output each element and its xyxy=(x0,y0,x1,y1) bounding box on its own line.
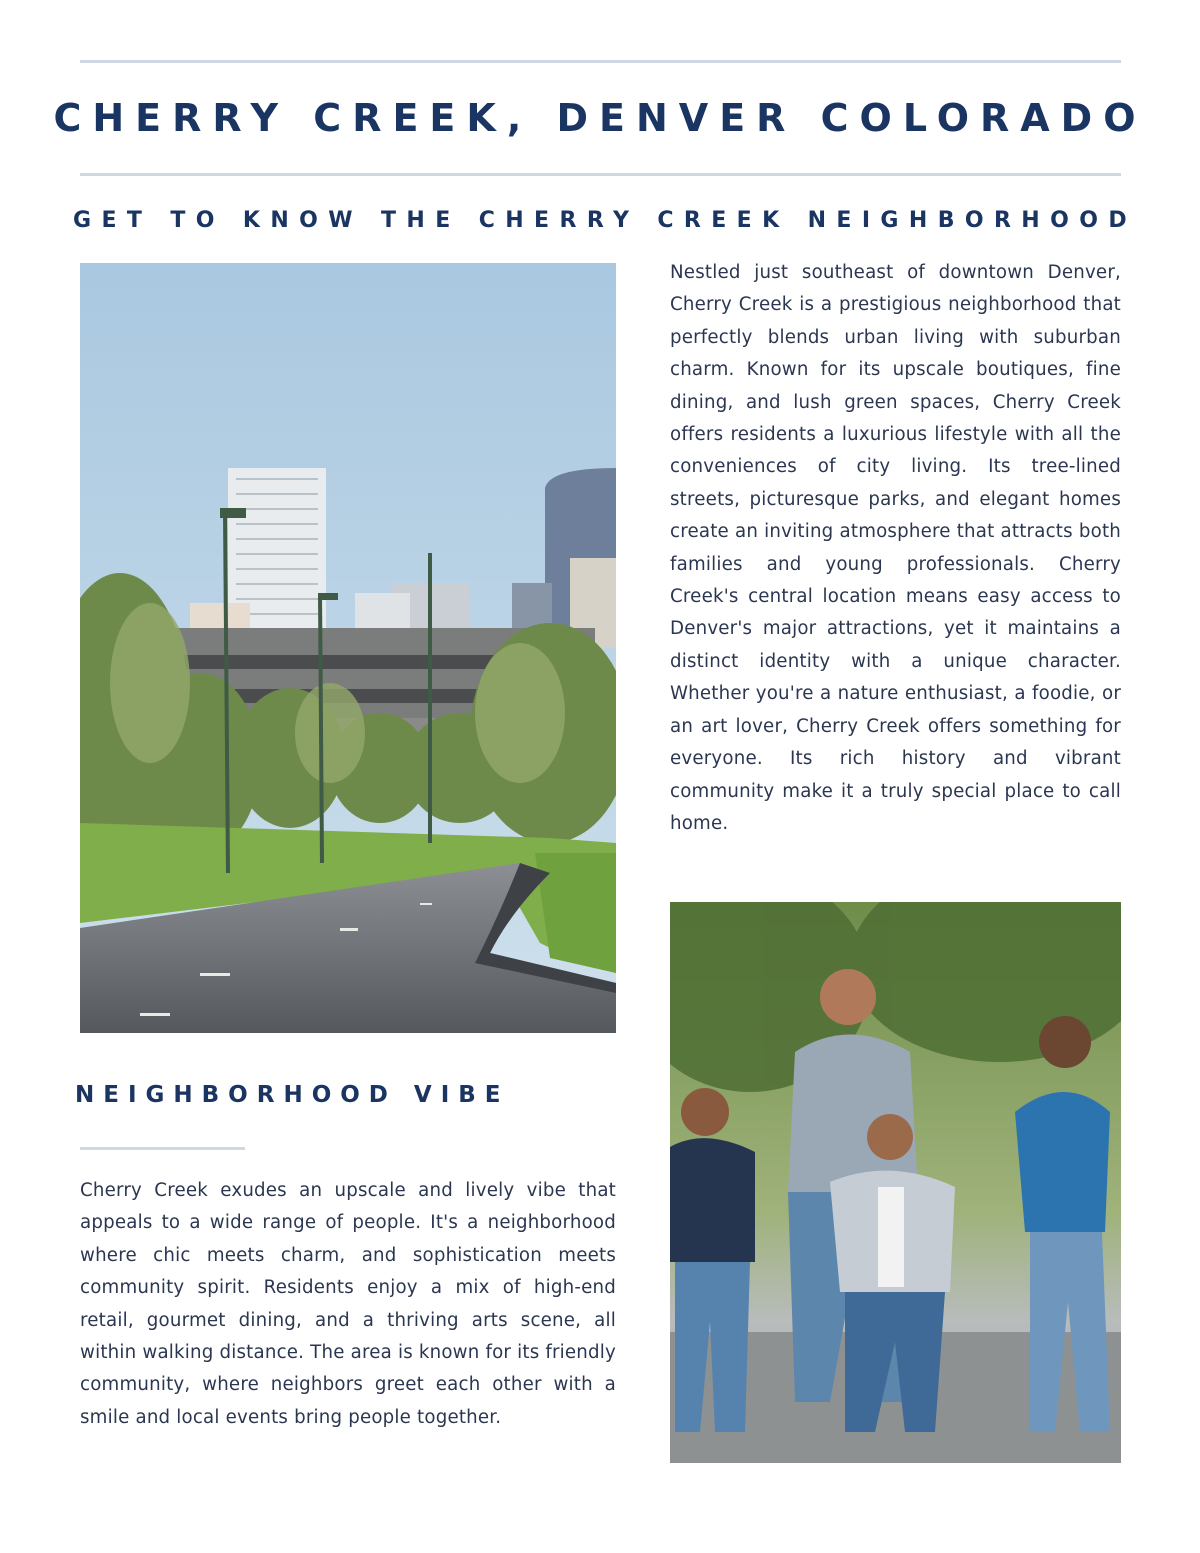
vibe-paragraph: Cherry Creek exudes an upscale and lively vibe that appeals to a wide range of people. It's a neighborhood where chic meets charm, and sophistication meets community spirit. Residents enjoy a mix of high-end retail, gourmet dining, and a thriving arts scene, all within walking distance. The area is known for its friendly community, where neighbors greet each other with a smile and local events bring people together. xyxy=(80,1180,616,1428)
family-walking-photo xyxy=(670,902,1121,1463)
section-subtitle: GET TO KNOW THE CHERRY CREEK NEIGHBORHOOD xyxy=(72,208,1137,233)
intro-paragraph: Nestled just southeast of downtown Denver, Cherry Creek is a prestigious neighborhood that perfectly blends urban living with suburban charm. Known for its upscale boutiques, fine dining, and lush green spaces, Cherry Creek offers residents a luxurious lifestyle with all the conveniences of city living. Its tree-lined streets, picturesque parks, and elegant homes create an inviting atmosphere that attracts both families and young professionals. Cherry Creek's central location means easy access to Denver's major attractions, yet it maintains a distinct identity with a unique character. Whether you're a nature enthusiast, a foodie, or an art lover, Cherry Creek offers something for everyone. Its rich history and vibrant community make it a truly special place to call home. xyxy=(670,262,1121,834)
neighborhood-vibe-heading: NEIGHBORHOOD VIBE xyxy=(75,1082,510,1108)
page-title: CHERRY CREEK, DENVER COLORADO xyxy=(53,96,1147,140)
top-divider xyxy=(80,60,1121,63)
vibe-divider xyxy=(80,1147,245,1150)
cherry-creek-street-photo xyxy=(80,263,616,1033)
title-divider xyxy=(80,173,1121,176)
